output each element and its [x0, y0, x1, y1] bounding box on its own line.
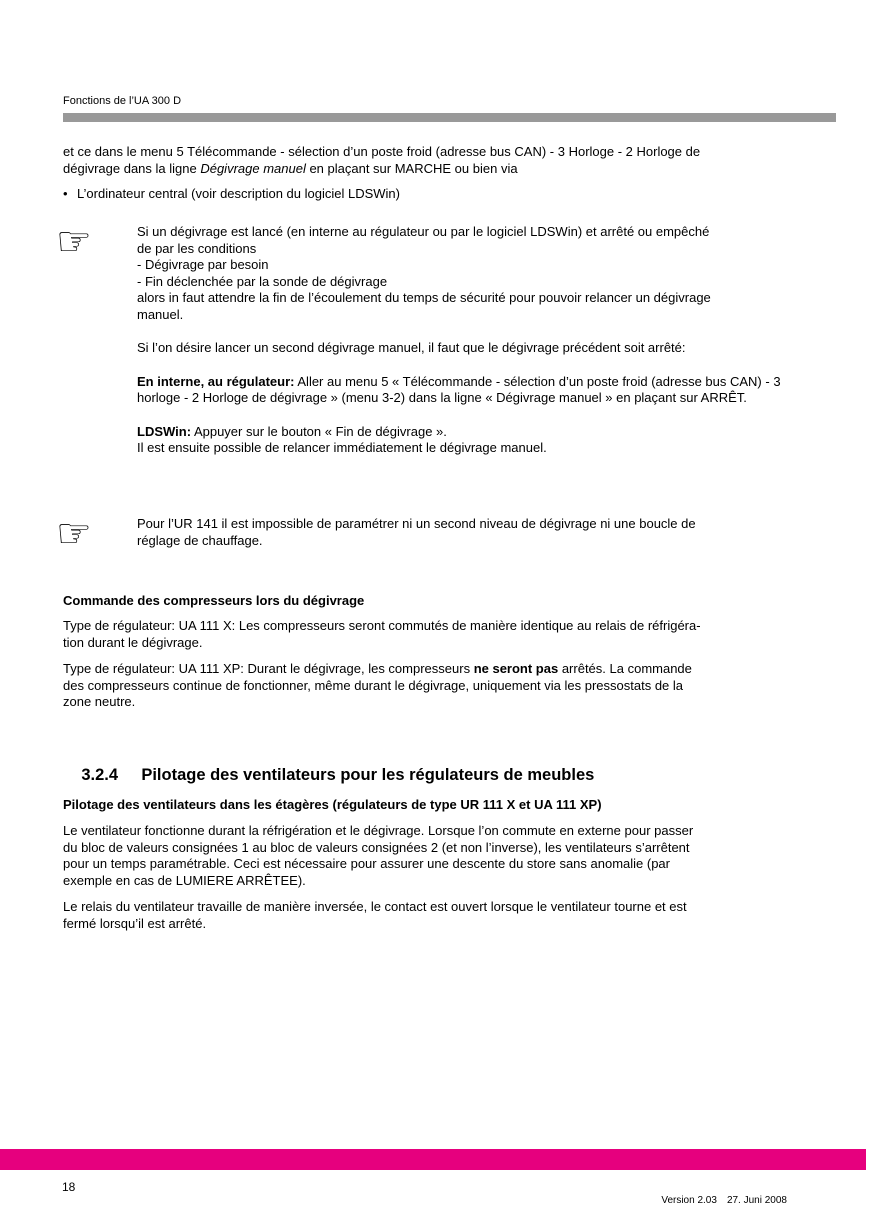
intro-paragraph [63, 144, 823, 177]
note-1-paragraph-1: Si un dégivrage est lancé (en interne au régulateur ou par le logiciel LDSWin) et arrêté ou empêché de par les conditions - Dégivrage par besoin - Fin déclenchée par la sonde de dégivrage alors in faut attendre la fin de l’écoulement du temps de sécurité pour pouvoir relancer un dégivrage manuel. [137, 224, 711, 322]
note-1-paragraph-2: Si l’on désire lancer un second dégivrage manuel, il faut que le dégivrage précédent soit arrêté: [137, 340, 686, 355]
version-date: 27. Juni 2008 [726, 1195, 787, 1206]
note-block-1 [56, 219, 826, 457]
page-header-title: Fonctions de l’UA 300 D [63, 95, 182, 107]
ventilator-paragraph-2: Le relais du ventilateur travaille de manière inversée, le contact est ouvert lorsque le ventilateur tourne et est fermé lorsqu’il est arrêté. [63, 899, 687, 931]
manicule-pointing-right-icon: ☞ [56, 219, 92, 265]
compressors-heading: Commande des compresseurs lors du dégivrage [63, 593, 365, 608]
compressors-paragraph-1: Type de régulateur: UA 111 X: Les compresseurs seront commutés de manière identique au relais de réfrigéra- tion durant le dégivrage. [63, 618, 701, 650]
emphasized-term: Dégivrage manuel [200, 160, 306, 176]
bold-lead: En interne, au régulateur: [137, 373, 295, 389]
bold-run: ne seront pas [473, 661, 559, 676]
intro-line-2: dégivrage dans la ligne Dégivrage manuel en plaçant sur MARCHE ou bien via [63, 160, 518, 176]
compressors-paragraph-2: Type de régulateur: UA 111 XP: Durant le dégivrage, les compresseurs ne seront pas arrêtés. La commande des compresseurs continue de fonctionner, même durant le dégivrage, uniquement via les pressostats de la zone neutre. [63, 661, 692, 709]
bullet-item [63, 186, 823, 203]
manicule-pointing-right-icon: ☞ [56, 511, 92, 557]
note-1-paragraph-4: LDSWin: Appuyer sur le bouton « Fin de dégivrage ». Il est ensuite possible de relancer immédiatement le dégivrage manuel. [137, 423, 547, 455]
bullet-text: L’ordinateur central (voir description du logiciel LDSWin) [77, 186, 400, 201]
header-rule-bar [63, 113, 836, 122]
bold-lead: LDSWin: [137, 423, 192, 439]
section-number: 3.2.4 [81, 766, 119, 784]
page-number: 18 [62, 1180, 76, 1194]
note-1-body [137, 224, 826, 457]
note-2-paragraph: Pour l’UR 141 il est impossible de paramétrer ni un second niveau de dégivrage ni une boucle de réglage de chauffage. [137, 516, 696, 548]
note-2-body [137, 516, 826, 549]
section-title: Pilotage des ventilateurs pour les régulateurs de meubles [141, 766, 595, 784]
ventilator-paragraph-1: Le ventilateur fonctionne durant la réfrigération et le dégivrage. Lorsque l’on commute en externe pour passer du bloc de valeurs consignées 1 au bloc de valeurs consignées 2 (et non l’inverse), les ventilateurs s’arrêtent pour un temps paramétrable. Ceci est nécessaire pour assurer une descente du store sans anomalie (par exemple en cas de LUMIERE ARRÊTEE). [63, 823, 694, 888]
note-block-2 [56, 511, 826, 557]
footer-version-info [650, 1181, 787, 1220]
section-subheading: Pilotage des ventilateurs dans les étagères (régulateurs de type UR 111 X et UA 111 XP) [63, 797, 602, 812]
intro-line-1: et ce dans le menu 5 Télécommande - sélection d’un poste froid (adresse bus CAN) - 3 Horloge - 2 Horloge de [63, 144, 701, 159]
bullet-marker: • [63, 186, 68, 201]
version-label: Version 2.03 [661, 1195, 717, 1206]
note-1-paragraph-3: En interne, au régulateur: Aller au menu 5 « Télécommande - sélection d’un poste froid (adresse bus CAN) - 3 horloge - 2 Horloge de dégivrage » (menu 3-2) dans la ligne « Dégivrage manuel » en plaçant sur ARRÊT. [137, 373, 781, 405]
footer-accent-bar [0, 1149, 866, 1170]
